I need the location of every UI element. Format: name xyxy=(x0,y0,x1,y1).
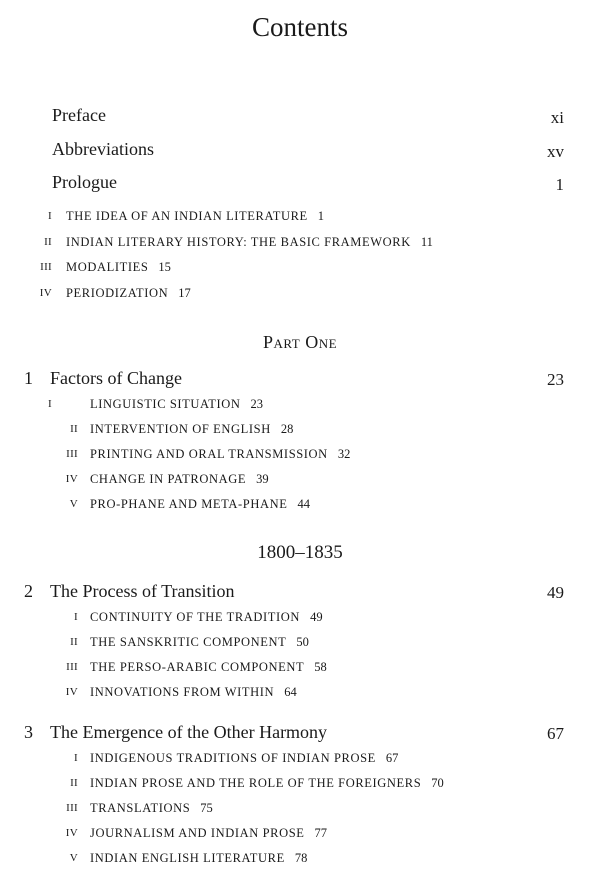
toc-page-abbreviations: xv xyxy=(547,142,564,161)
section-title: INDIAN LITERARY HISTORY: THE BASIC FRAMEWORK xyxy=(66,235,411,249)
section-entry[interactable] xyxy=(90,660,327,675)
section-number: V xyxy=(69,498,78,510)
section-number: II xyxy=(70,636,78,648)
section-page: 58 xyxy=(314,660,327,674)
section-entry[interactable] xyxy=(90,751,398,766)
section-title: THE PERSO-ARABIC COMPONENT xyxy=(90,660,305,674)
section-number: III xyxy=(66,661,78,673)
section-number: I xyxy=(74,752,78,764)
chapter-page: 49 xyxy=(547,583,564,602)
section-page: 1 xyxy=(317,209,324,223)
section-title: JOURNALISM AND INDIAN PROSE xyxy=(90,826,305,840)
section-title: INDIGENOUS TRADITIONS OF INDIAN PROSE xyxy=(90,751,376,765)
section-page: 11 xyxy=(420,235,433,249)
section-title: PERIODIZATION xyxy=(66,286,169,300)
section-title: THE IDEA OF AN INDIAN LITERATURE xyxy=(66,209,308,223)
section-number: V xyxy=(69,852,78,864)
chapter-title[interactable]: The Process of Transition xyxy=(50,581,235,601)
chapter-number: 2 xyxy=(24,581,33,601)
section-entry[interactable] xyxy=(66,260,171,275)
part-heading: Part One xyxy=(262,332,338,352)
section-entry[interactable] xyxy=(90,685,297,700)
section-page: 39 xyxy=(256,472,269,486)
section-page: 78 xyxy=(294,851,308,865)
section-title: PRO-PHANE AND META-PHANE xyxy=(90,497,288,511)
section-page: 32 xyxy=(337,447,351,461)
section-number: IV xyxy=(39,287,52,299)
era-heading: 1800–1835 xyxy=(257,542,343,563)
section-number: I xyxy=(74,611,78,623)
section-number: II xyxy=(70,777,78,789)
section-number: I xyxy=(48,210,52,222)
chapter-page: 23 xyxy=(547,370,564,389)
section-number: III xyxy=(40,261,52,273)
section-title: INNOVATIONS FROM WITHIN xyxy=(90,685,275,699)
section-entry[interactable] xyxy=(90,472,269,487)
section-title: PRINTING AND ORAL TRANSMISSION xyxy=(90,447,328,461)
toc-entry-preface[interactable]: Preface xyxy=(52,105,106,125)
section-entry[interactable] xyxy=(90,422,293,437)
section-entry[interactable] xyxy=(90,635,309,650)
section-entry[interactable] xyxy=(66,209,324,224)
section-entry[interactable] xyxy=(90,397,263,412)
section-title: TRANSLATIONS xyxy=(90,801,191,815)
section-page: 67 xyxy=(385,751,399,765)
section-title: CONTINUITY OF THE TRADITION xyxy=(90,610,301,624)
section-entry[interactable] xyxy=(90,447,350,462)
toc-page-prologue: 1 xyxy=(555,175,564,194)
section-page: 49 xyxy=(310,610,323,624)
section-title: INTERVENTION OF ENGLISH xyxy=(90,422,271,436)
section-page: 64 xyxy=(284,685,297,699)
section-title: INDIAN PROSE AND THE ROLE OF THE FOREIGNERS xyxy=(90,776,422,790)
section-page: 75 xyxy=(200,801,213,815)
section-page: 15 xyxy=(158,260,171,274)
chapter-number: 1 xyxy=(24,368,33,388)
section-number: III xyxy=(66,802,78,814)
section-number: I xyxy=(48,398,52,410)
toc-entry-prologue[interactable]: Prologue xyxy=(52,172,117,192)
section-title: INDIAN ENGLISH LITERATURE xyxy=(90,851,285,865)
chapter-title[interactable]: Factors of Change xyxy=(50,368,182,388)
section-entry[interactable] xyxy=(90,776,444,791)
toc-page-preface: xi xyxy=(550,108,564,127)
section-title: THE SANSKRITIC COMPONENT xyxy=(90,635,287,649)
toc-entry-abbreviations[interactable]: Abbreviations xyxy=(52,139,154,159)
section-page: 50 xyxy=(296,635,309,649)
section-entry[interactable] xyxy=(90,801,213,816)
section-page: 23 xyxy=(250,397,264,411)
section-number: II xyxy=(70,423,78,435)
section-entry[interactable] xyxy=(66,286,191,301)
section-page: 77 xyxy=(314,826,327,840)
page-title: Contents xyxy=(251,12,348,42)
chapter-number: 3 xyxy=(24,722,33,742)
section-entry[interactable] xyxy=(90,610,323,625)
section-title: LINGUISTIC SITUATION xyxy=(90,397,241,411)
section-number: II xyxy=(44,236,52,248)
section-number: IV xyxy=(65,686,78,698)
section-entry[interactable] xyxy=(90,826,327,841)
section-title: CHANGE IN PATRONAGE xyxy=(90,472,247,486)
section-number: III xyxy=(66,448,78,460)
section-entry[interactable] xyxy=(90,851,307,866)
section-number: IV xyxy=(65,827,78,839)
section-title: MODALITIES xyxy=(66,260,149,274)
chapter-page: 67 xyxy=(547,724,564,743)
section-number: IV xyxy=(65,473,78,485)
section-page: 44 xyxy=(297,497,310,511)
section-page: 70 xyxy=(431,776,444,790)
section-entry[interactable] xyxy=(90,497,310,512)
chapter-title[interactable]: The Emergence of the Other Harmony xyxy=(50,722,328,742)
section-entry[interactable] xyxy=(66,235,433,250)
section-page: 17 xyxy=(178,286,191,300)
section-page: 28 xyxy=(280,422,294,436)
